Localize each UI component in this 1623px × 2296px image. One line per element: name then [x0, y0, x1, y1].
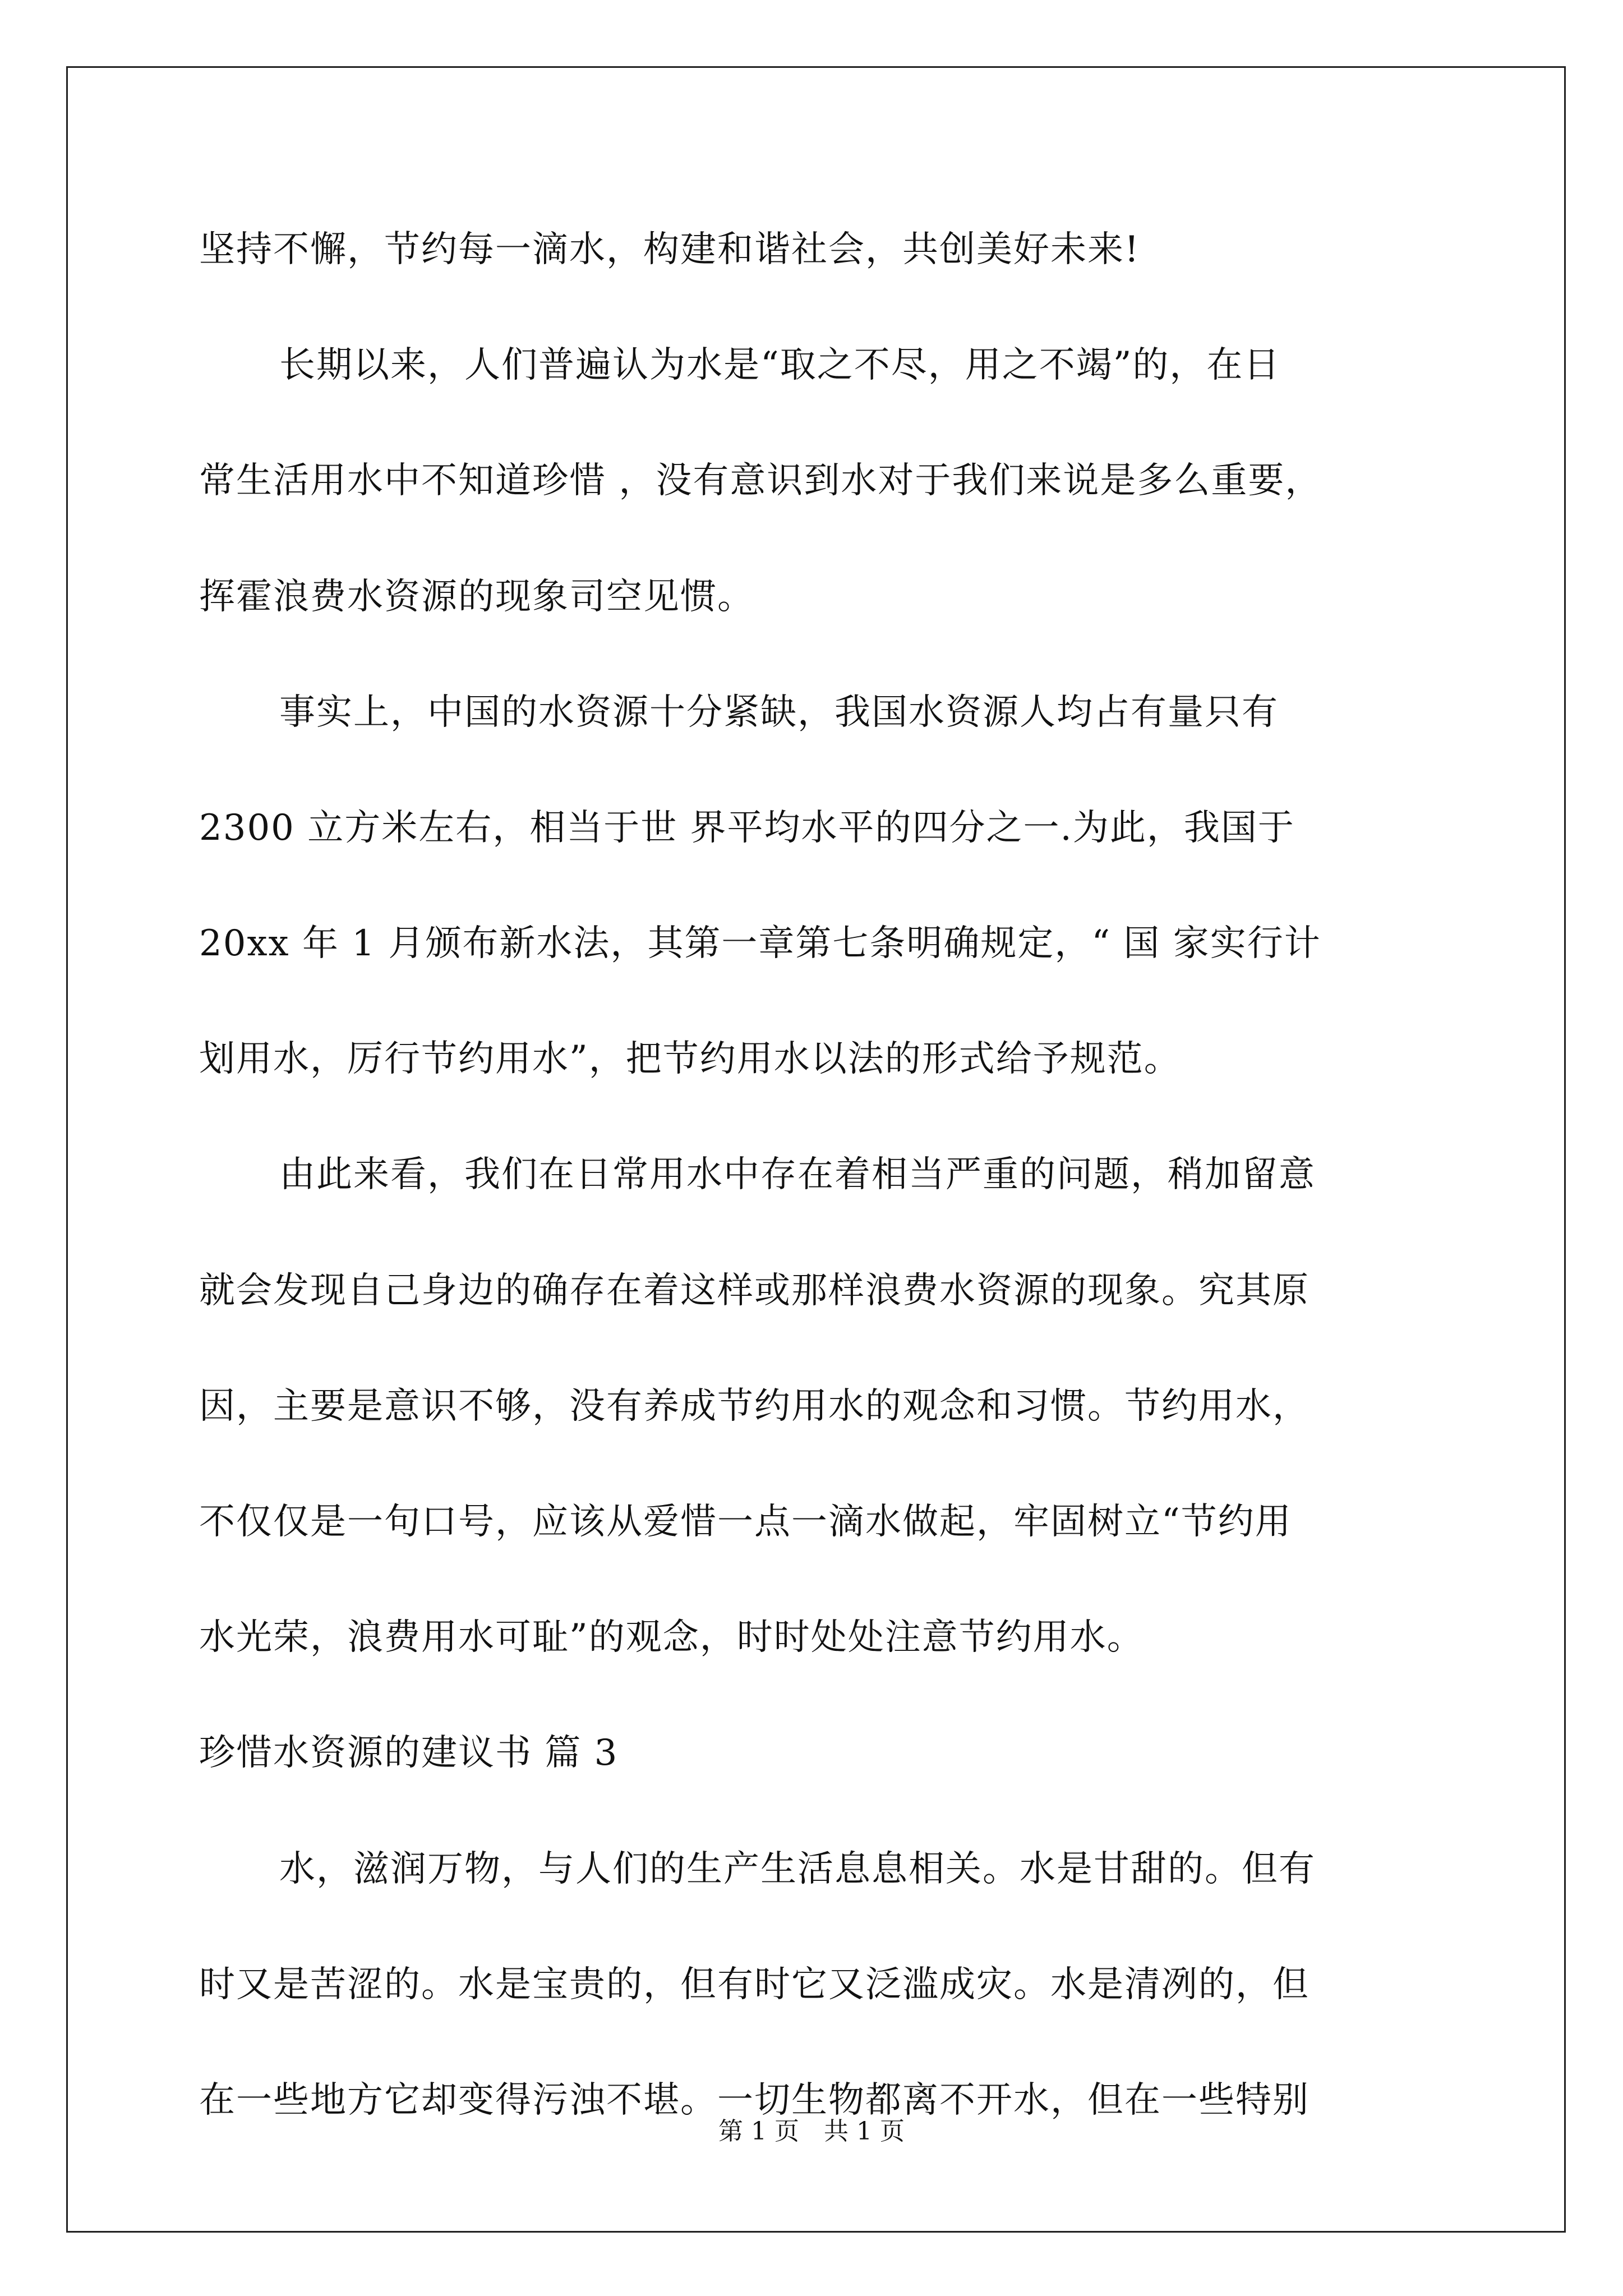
text-line: 常生活用水中不知道珍惜 ，没有意识到水对于我们来说是多么重要， [199, 460, 1322, 501]
text-line: 因，主要是意识不够，没有养成节约用水的观念和习惯。节约用水， [199, 1386, 1310, 1427]
text-line: 2300 立方米左右，相当于世 界平均水平的四分之一.为此，我国于 [199, 807, 1295, 849]
text-line: 20xx 年 1 月颁布新水法，其第一章第七条明确规定，“ 国 家实行计 [199, 923, 1321, 964]
text-line: 坚持不懈，节约每一滴水，构建和谐社会，共创美好未来! [199, 229, 1140, 270]
page-footer: 第 1 页 共 1 页 [718, 2117, 905, 2146]
text-line: 事实上，中国的水资源十分紧缺，我国水资源人均占有量只有 [279, 692, 1279, 733]
text-line: 由此来看，我们在日常用水中存在着相当严重的问题，稍加留意 [279, 1154, 1316, 1195]
text-line: 水光荣，浪费用水可耻”的观念，时时处处注意节约用水。 [199, 1617, 1144, 1658]
text-line: 划用水，厉行节约用水”，把节约用水以法的形式给予规范。 [199, 1038, 1181, 1080]
text-line: 水，滋润万物，与人们的生产生活息息相关。水是甘甜的。但有 [279, 1848, 1316, 1890]
text-line: 挥霍浪费水资源的现象司空见惯。 [199, 576, 754, 618]
text-line: 在一些地方它却变得污浊不堪。一切生物都离不开水，但在一些特别 [199, 2079, 1310, 2121]
text-line: 长期以来，人们普遍认为水是“取之不尽，用之不竭”的，在日 [279, 344, 1281, 386]
section-heading: 珍惜水资源的建议书 篇 3 [199, 1732, 619, 1774]
text-line: 时又是苦涩的。水是宝贵的，但有时它又泛滥成灾。水是清冽的，但 [199, 1964, 1310, 2005]
text-line: 不仅仅是一句口号，应该从爱惜一点一滴水做起，牢固树立“节约用 [199, 1501, 1292, 1543]
text-line: 就会发现自己身边的确存在着这样或那样浪费水资源的现象。究其原 [199, 1270, 1310, 1312]
